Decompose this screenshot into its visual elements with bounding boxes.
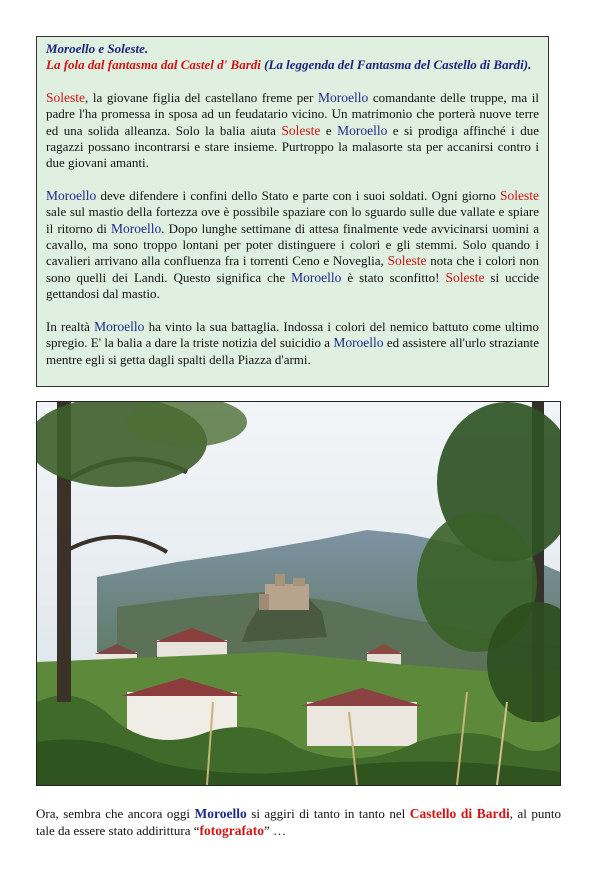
text-run: è stato sconfitto! xyxy=(341,269,446,285)
text-run: comandante delle truppe, ma il padre l'ha promessa in sposa ad un feudatario vicino. Un matrimonio che porterà nuove terre ed una solida alleanza. Solo la balia aiuta xyxy=(46,89,539,138)
name-highlight-red: Soleste xyxy=(281,122,321,138)
text-run: e si prodiga affinché i due ragazzi possano incontrarsi e stare insieme. Purtroppo la malasorte sta per accanirsi contro i due giovani amanti. xyxy=(46,122,539,171)
text-run: nota che i colori non sono quelli dei Landi. Questo significa che xyxy=(46,253,539,285)
name-highlight-red: Soleste xyxy=(445,269,485,285)
text-run: e xyxy=(320,122,338,138)
legend-text-box xyxy=(36,36,549,387)
text-run: si uccide gettandosi dal mastio. xyxy=(46,269,539,302)
text-run: ” … xyxy=(264,822,287,838)
legend-subtitle-italian: (La leggenda del Fantasma del Castello di Bardi). xyxy=(264,57,532,73)
text-run: In realtà xyxy=(46,318,95,334)
name-moroello: Moroello xyxy=(194,806,247,821)
text-run: , la giovane figlia del castellano freme per xyxy=(85,89,318,105)
name-moroello: Moroello xyxy=(94,318,145,334)
text-run: . Dopo lunghe settimane di attesa finalmente vede avvicinarsi uomini a cavallo, ma sono troppo lontani per poter distinguere i colori e gli stemmi. Solo quando i cavalieri arrivano alla confluenza fra i torrenti Ceno e Noveglia, xyxy=(46,220,539,269)
legend-paragraph-3 xyxy=(46,319,539,368)
castle-landscape-photo xyxy=(36,401,561,786)
legend-heading: Moroello e Soleste. xyxy=(46,41,149,56)
text-run: si aggiri di tanto in tanto nel xyxy=(246,806,410,821)
name-moroello: Moroello xyxy=(111,220,162,236)
legend-subtitle-dialect: La fola dal fantasma dal Castel d' Bardi xyxy=(46,57,261,73)
legend-paragraph-1 xyxy=(46,90,539,172)
footer-paragraph xyxy=(36,806,561,839)
name-highlight-red: Castello di Bardi xyxy=(409,806,510,821)
name-moroello: Moroello xyxy=(291,269,342,285)
text-run: sale sul mastio della fortezza ove è possibile spaziare con lo sguardo sulle due vallate e spiare il ritorno di xyxy=(46,204,539,236)
name-moroello: Moroello xyxy=(337,122,388,138)
text-run: Ora, sembra che ancora oggi xyxy=(36,806,195,821)
name-moroello: Moroello xyxy=(333,335,384,351)
text-run: deve difendere i confini dello Stato e parte con i suoi soldati. Ogni giorno xyxy=(96,187,500,203)
name-highlight-red: fotografato xyxy=(199,822,264,838)
name-highlight-red: Soleste xyxy=(387,253,427,269)
name-moroello: Moroello xyxy=(46,187,97,203)
text-run: ha vinto la sua battaglia. Indossa i colori del nemico battuto come ultimo spregio. E' la balia a dare la triste notizia del suicidio a xyxy=(46,318,539,351)
name-highlight-red: Soleste xyxy=(500,187,539,203)
text-run: ed assistere all'urlo straziante mentre egli si getta dagli spalti della Piazza d'armi. xyxy=(46,335,540,367)
name-highlight-red: Soleste xyxy=(46,89,85,105)
legend-paragraph-2 xyxy=(46,188,539,303)
text-run: , al punto tale da essere stato addirittura “ xyxy=(36,806,562,838)
name-moroello: Moroello xyxy=(317,89,369,105)
